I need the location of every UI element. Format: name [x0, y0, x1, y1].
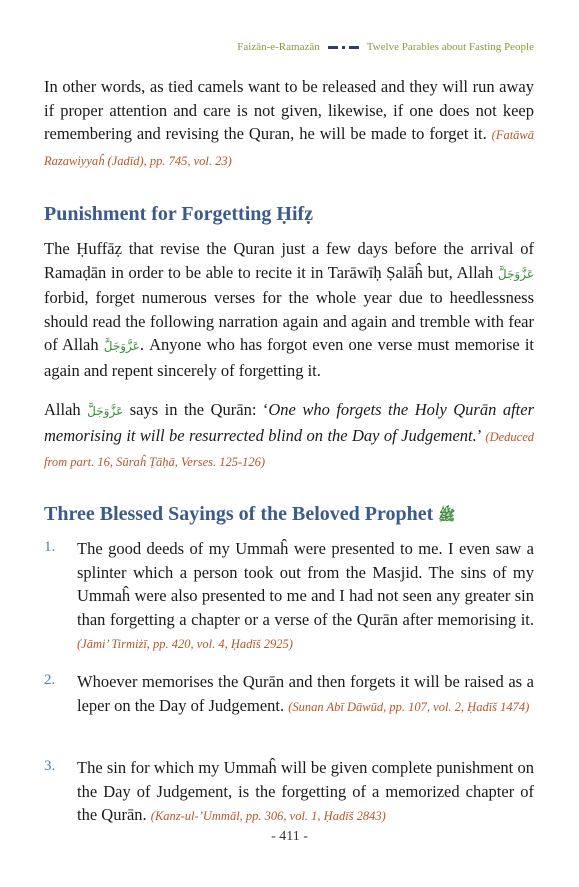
list-item: The good deeds of my Ummaĥ were presented to me. I even saw a splinter which a person took out from the Masjid. The sins of my Ummaĥ were also presented to me and I had not seen any greater sin than forgetting a chapter or a verse of the Qurān after memorising it. (Jāmi’ Tirmiżī, pp. 420, vol. 4, Ḥadīš 2925): [77, 539, 534, 651]
header-chapter-title: Twelve Parables about Fasting People: [366, 41, 534, 53]
quote-reference: (Deduced from part. 16, Sūraĥ Ṭāḥā, Verses. 125-126): [44, 429, 535, 469]
honorific-azza-wajal: عَزَّوَجَلَّ: [497, 266, 535, 281]
header-book-title: Faizān-e-Ramazān: [237, 41, 320, 53]
intro-reference: (Fatāwā Razawiyyaĥ (Jadīd), pp. 745, vol. 23): [44, 128, 535, 168]
list-number: 2.: [44, 672, 56, 688]
list-number: 1.: [44, 539, 56, 555]
hadith-reference: (Sunan Abī Dāwūd, pp. 107, vol. 2, Ḥadīš 1474): [288, 699, 530, 714]
section-heading-sayings: Three Blessed Sayings of the Beloved Prophet ﷺ: [44, 503, 456, 525]
page-number: - 411 -: [271, 829, 308, 844]
honorific-azza-wajal: عَزَّوَجَلَّ: [87, 404, 124, 418]
running-header: [237, 41, 534, 53]
list-item: Whoever memorises the Qurān and then forgets it will be raised as a leper on the Day of Judgement. (Sunan Abī Dāwūd, pp. 107, vol. 2, Ḥadīš 1474): [77, 672, 534, 715]
prophet-honorific: ﷺ: [438, 508, 456, 524]
list-item: The sin for which my Ummaĥ will be given complete punishment on the Day of Judgement, is the forgetting of a memorized chapter of the Qurān. (Kanz-ul-’Ummāl, pp. 306, vol. 1, Ḥadīš 2843): [77, 758, 534, 824]
hadith-reference: (Jāmi’ Tirmiżī, pp. 420, vol. 4, Ḥadīš 2925): [77, 637, 293, 651]
punishment-paragraph: The Ḥuffāẓ that revise the Quran just a few days before the arrival of Ramaḍān in order to be able to recite it in Tarāwīḥ Ṣalāĥ but, Allah عَزَّوَجَلَّ forbid, forget numerous verses for the whole year due to heedlessness should read the following narration again and again and tremble with fear of Allah عَزَّوَجَلَّ. Anyone who has forgot even one verse must memorise it again and repent sincerely of forgetting it.: [44, 239, 535, 380]
hadith-reference: (Kanz-ul-’Ummāl, pp. 306, vol. 1, Ḥadīš 2843): [150, 809, 386, 823]
quran-quote: One who forgets the Holy Qurān after memorising it will be resurrected blind on the Day of Judgement.: [44, 400, 534, 445]
section-heading-punishment: Punishment for Forgetting Ḥifẓ: [44, 203, 314, 225]
quran-quote-paragraph: Allah عَزَّوَجَلَّ says in the Qurān: ‘One who forgets the Holy Qurān after memorising it will be resurrected blind on the Day of Judgement.’ (Deduced from part. 16, Sūraĥ Ṭāḥā, Verses. 125-126): [44, 400, 535, 469]
honorific-azza-wajal: عَزَّوَجَلَّ: [103, 339, 140, 353]
header-separator: [328, 46, 359, 49]
intro-paragraph: In other words, as tied camels want to be released and they will run away if proper attention and care is not given, likewise, if one does not keep remembering and revising the Quran, he will be made to forget it. (Fatāwā Razawiyyaĥ (Jadīd), pp. 745, vol. 23): [44, 77, 535, 168]
list-number: 3.: [44, 758, 56, 774]
